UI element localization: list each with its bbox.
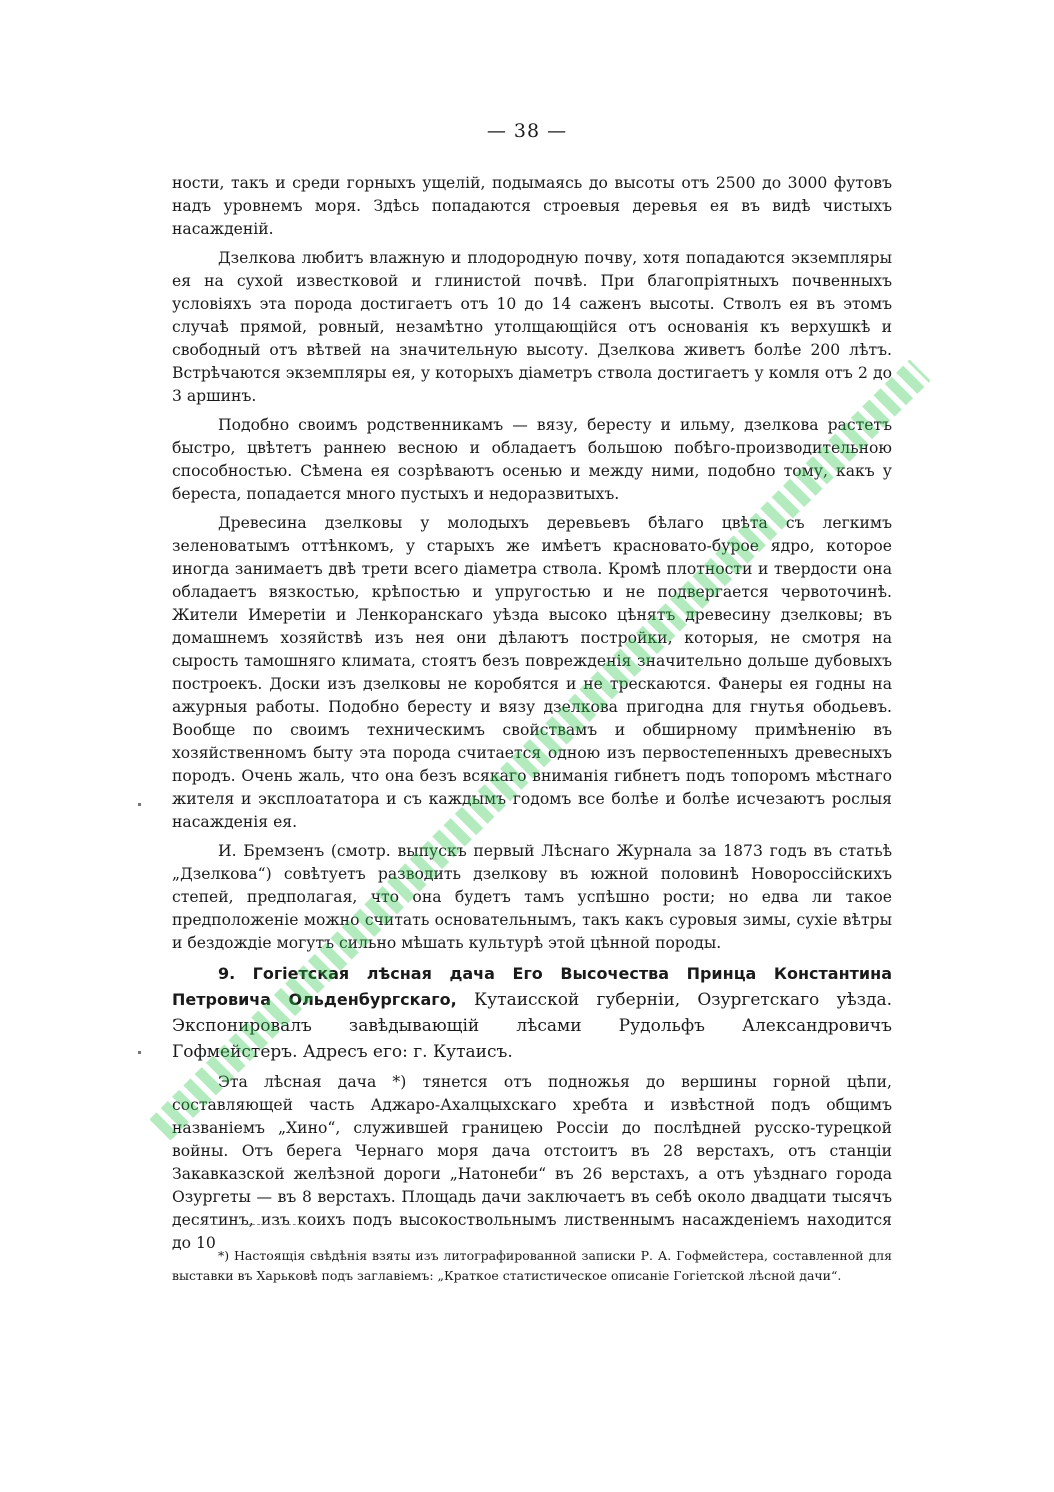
- body-text: [172, 172, 892, 1261]
- paragraph-continued: ности, такъ и среди горныхъ ущелій, подымаясь до высоты отъ 2500 до 3000 футовъ надъ уровнемъ моря. Здѣсь попадаются строевыя деревья ея въ видѣ чистыхъ насажденій.: [172, 174, 892, 238]
- footnote: *) Настоящія свѣдѣнія взяты изъ литографированной записки Р. А. Гофмейстера, составленной для выставки въ Харьковѣ подъ заглавіемъ: „Краткое статистическое описаніе Гогіетской лѣсной дачи“.: [172, 1248, 892, 1283]
- footnote-divider: [196, 1224, 306, 1225]
- margin-mark: [138, 803, 141, 806]
- section-title-bold: Гогіетская лѣсная дача Его Высочества Принца Константина Петровича Ольденбургскаго,: [172, 964, 892, 1009]
- paragraph-bremzen: И. Бремзенъ (смотр. выпускъ первый Лѣснаго Журнала за 1873 годъ въ статьѣ „Дзелкова“) совѣтуетъ разводить дзелкову въ южной половинѣ Новороссійскихъ степей, предполагая, что она будетъ тамъ успѣшно рости; но едва ли такое предположеніе можно считать основательнымъ, такъ какъ суровыя зимы, сухіе вѣтры и бездождіе могутъ сильно мѣшать культурѣ этой цѣнной породы.: [172, 842, 892, 952]
- page-number: — 38 —: [486, 120, 568, 142]
- section-heading: [172, 961, 892, 1065]
- paragraph-soil: Дзелкова любитъ влажную и плодородную почву, хотя попадаются экземпляры ея на сухой известковой и глинистой почвѣ. При благопріятныхъ почвенныхъ условіяхъ эта порода достигаетъ отъ 10 до 14 саженъ высоты. Стволъ ея въ этомъ случаѣ прямой, ровный, незамѣтно утолщающійся отъ основанія къ верхушкѣ и свободный отъ вѣтвей на значительную высоту. Дзелкова живетъ болѣе 200 лѣтъ. Встрѣчаются экземпляры ея, у которыхъ діаметръ ствола достигаетъ у комля отъ 2 до 3 аршинъ.: [172, 249, 892, 405]
- paragraph-wood: Древесина дзелковы у молодыхъ деревьевъ бѣлаго цвѣта съ легкимъ зеленоватымъ оттѣнкомъ, у старыхъ же имѣетъ красновато-бурое ядро, которое иногда занимаетъ двѣ трети всего діаметра ствола. Кромѣ плотности и твердости она обладаетъ вязкостью, крѣпостью и упругостью и не подвергается червоточинѣ. Жители Имеретіи и Ленкоранскаго уѣзда высоко цѣнятъ древесину дзелковы; въ домашнемъ хозяйствѣ изъ нея они дѣлаютъ постройки, которыя, не смотря на сырость тамошняго климата, стоятъ безъ поврежденія значительно дольше дубовыхъ построекъ. Доски изъ дзелковы не коробятся и не трескаются. Фанеры ея годны на ажурныя работы. Подобно бересту и вязу дзелкова пригодна для гнутья ободьевъ. Вообще по своимъ техническимъ свойствамъ и обширному примѣненію въ хозяйственномъ быту эта порода считается одною изъ первостепенныхъ древесныхъ породъ. Очень жаль, что она безъ всякаго вниманія гибнетъ подъ топоромъ мѣстнаго жителя и эксплоататора и съ каждымъ годомъ все болѣе и болѣе исчезаютъ рослыя насажденія ея.: [172, 514, 892, 831]
- section-title-rest: Кутаисской губерніи, Озургетскаго уѣзда. Экспонировалъ завѣдывающій лѣсами Рудольфъ Александровичъ Гофмейстеръ. Адресъ его: г. Кутаисъ.: [172, 990, 893, 1062]
- section-number: 9.: [218, 964, 236, 983]
- margin-mark: [138, 1051, 141, 1054]
- paragraph-dacha: Эта лѣсная дача *) тянется отъ подножья до вершины горной цѣпи, составляющей часть Аджаро-Ахалцыхскаго хребта и извѣстной подъ общимъ названіемъ „Хино“, служившей границею Россіи до послѣдней русско-турецкой войны. Отъ берега Чернаго моря дача отстоитъ въ 28 верстахъ, отъ станціи Закавказской желѣзной дороги „Натонеби“ въ 26 верстахъ, а отъ уѣзднаго города Озургеты — въ 8 верстахъ. Площадь дачи заключаетъ въ себѣ около двадцати тысячъ десятинъ, изъ коихъ подъ высокоствольнымъ лиственнымъ насажденіемъ находится до 10: [172, 1073, 892, 1252]
- paragraph-growth: Подобно своимъ родственникамъ — вязу, бересту и ильму, дзелкова растетъ быстро, цвѣтетъ раннею весною и обладаетъ большою побѣго-производительною способностью. Сѣмена ея созрѣваютъ осенью и между ними, подобно тому, какъ у береста, попадается много пустыхъ и недоразвитыхъ.: [172, 416, 892, 503]
